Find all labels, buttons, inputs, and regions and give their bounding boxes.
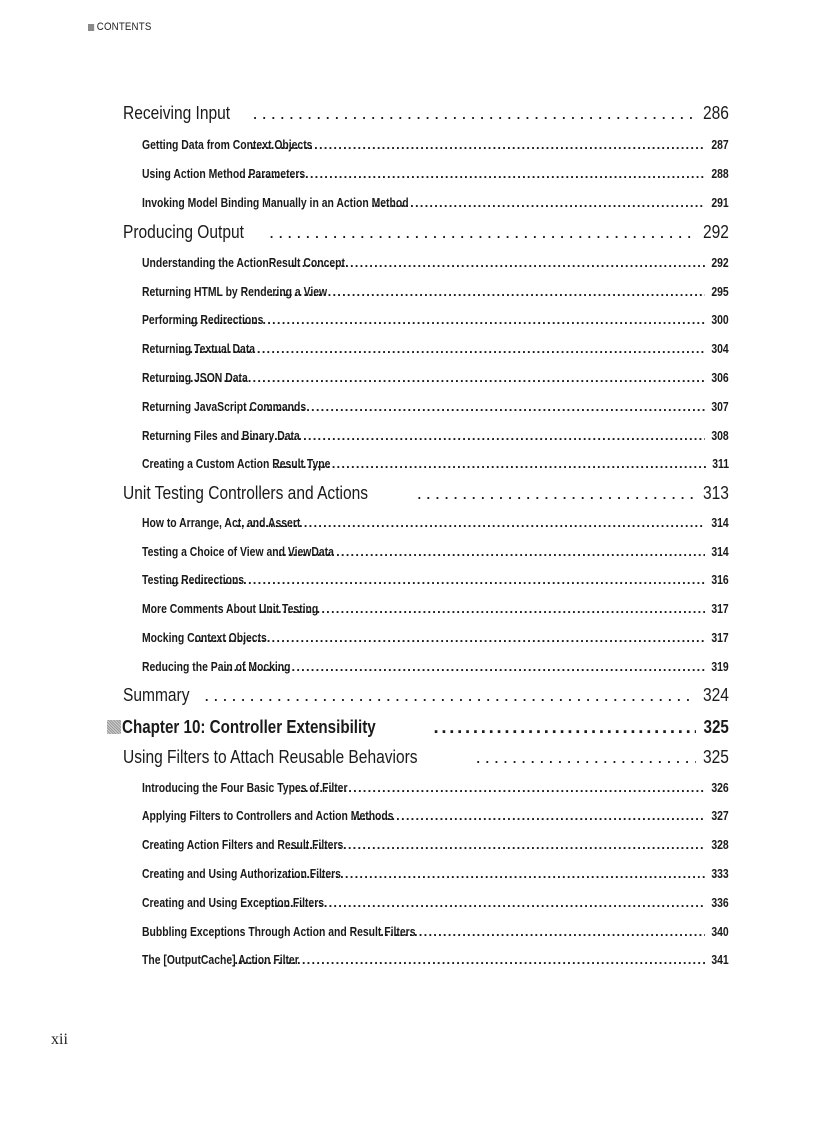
- toc-entry-title: Performing Redirections: [142, 312, 264, 327]
- toc-subsection-entry[interactable]: [142, 630, 729, 650]
- dot-leader: [433, 716, 696, 738]
- toc-entry-title: Returning Textual Data: [142, 341, 256, 356]
- dot-leader: [224, 659, 705, 674]
- toc-entry-title: Reducing the Pain of Mocking: [142, 659, 291, 674]
- dot-leader: [266, 895, 705, 910]
- toc-subsection-entry[interactable]: [142, 399, 729, 419]
- toc-entry-title: Creating a Custom Action Result Type: [142, 456, 331, 471]
- toc-entry-title: Testing a Choice of View and ViewData: [142, 544, 334, 559]
- toc-entry-page: 325: [703, 746, 729, 767]
- toc-entry-title: Applying Filters to Controllers and Action Methods: [142, 808, 394, 823]
- toc-entry-page: 307: [711, 399, 729, 414]
- running-header-label: CONTENTS: [96, 21, 152, 33]
- toc-entry-page: 319: [711, 659, 729, 674]
- toc-section-entry[interactable]: [123, 684, 729, 710]
- dot-leader: [278, 544, 705, 559]
- toc-entry-title: Testing Redirections: [142, 572, 245, 587]
- dot-leader: [234, 952, 705, 967]
- toc-section-entry[interactable]: [123, 482, 729, 508]
- toc-section-entry[interactable]: [123, 746, 729, 772]
- toc-subsection-entry[interactable]: [142, 284, 729, 304]
- toc-subsection-entry[interactable]: [142, 195, 729, 215]
- dot-leader: [292, 255, 705, 270]
- toc-entry-page: 333: [711, 866, 729, 881]
- toc-subsection-entry[interactable]: [142, 895, 729, 915]
- dot-leader: [259, 601, 706, 616]
- dot-leader: [242, 166, 705, 181]
- toc-subsection-entry[interactable]: [142, 255, 729, 275]
- toc-entry-title: Chapter 10: Controller Extensibility: [122, 716, 376, 737]
- toc-entry-page: 304: [711, 341, 729, 356]
- toc-subsection-entry[interactable]: [142, 370, 729, 390]
- toc-entry-page: 311: [712, 456, 729, 471]
- dot-leader: [204, 684, 696, 706]
- toc-entry-title: Returning HTML by Rendering a View: [142, 284, 328, 299]
- toc-entry-page: 288: [711, 166, 729, 181]
- toc-entry-title: Creating and Using Exception Filters: [142, 895, 325, 910]
- dot-leader: [290, 837, 705, 852]
- toc-subsection-entry[interactable]: [142, 952, 729, 972]
- toc-subsection-entry[interactable]: [142, 808, 729, 828]
- toc-entry-title: Returning JSON Data: [142, 370, 248, 385]
- toc-subsection-entry[interactable]: [142, 572, 729, 592]
- toc-entry-title: Creating and Using Authorization Filters: [142, 866, 341, 881]
- toc-entry-title: Returning Files and Binary Data: [142, 428, 300, 443]
- toc-entry-title: Returning JavaScript Commands: [142, 399, 307, 414]
- toc-entry-page: 292: [711, 255, 729, 270]
- toc-entry-page: 324: [703, 684, 729, 705]
- toc-entry-title: Introducing the Four Basic Types of Filter: [142, 780, 348, 795]
- toc-entry-page: 316: [711, 572, 729, 587]
- toc-entry-page: 292: [703, 221, 729, 242]
- header-square-icon: [88, 24, 94, 31]
- toc-entry-page: 313: [703, 482, 729, 503]
- dot-leader: [287, 866, 705, 881]
- toc-subsection-entry[interactable]: [142, 866, 729, 886]
- toc-entry-title: More Comments About Unit Testing: [142, 601, 319, 616]
- dot-leader: [171, 370, 706, 385]
- toc-subsection-entry[interactable]: [142, 659, 729, 679]
- dot-leader: [270, 284, 706, 299]
- toc-entry-page: 300: [711, 312, 729, 327]
- toc-subsection-entry[interactable]: [142, 341, 729, 361]
- dot-leader: [269, 221, 696, 243]
- toc-entry-title: Using Action Method Parameters: [142, 166, 306, 181]
- toc-entry-page: 295: [711, 284, 729, 299]
- toc-entry-page: 306: [711, 370, 729, 385]
- toc-entry-page: 326: [711, 780, 729, 795]
- toc-section-entry[interactable]: [123, 102, 729, 128]
- dot-leader: [236, 428, 706, 443]
- dot-leader: [166, 572, 705, 587]
- dot-leader: [274, 456, 706, 471]
- dot-leader: [417, 482, 696, 504]
- dot-leader: [251, 137, 705, 152]
- toc-subsection-entry[interactable]: [142, 924, 729, 944]
- toc-entry-page: 287: [711, 137, 729, 152]
- toc-entry-title: Creating Action Filters and Result Filters: [142, 837, 344, 852]
- toc-entry-title: Getting Data from Context Objects: [142, 137, 313, 152]
- chapter-square-icon: [107, 720, 121, 734]
- toc-entry-page: 336: [711, 895, 729, 910]
- dot-leader: [353, 808, 706, 823]
- toc-entry-page: 308: [711, 428, 729, 443]
- toc-entry-title: The [OutputCache] Action Filter: [142, 952, 299, 967]
- toc-entry-title: Receiving Input: [123, 102, 231, 123]
- toc-entry-page: 328: [711, 837, 729, 852]
- dot-leader: [180, 341, 706, 356]
- toc-chapter-entry[interactable]: [107, 714, 729, 740]
- toc-subsection-entry[interactable]: [142, 312, 729, 332]
- toc-subsection-entry[interactable]: [142, 137, 729, 157]
- toc-entry-page: 291: [711, 195, 729, 210]
- toc-entry-page: 286: [703, 102, 729, 123]
- toc-entry-page: 314: [711, 515, 729, 530]
- toc-entry-page: 341: [711, 952, 729, 967]
- toc-subsection-entry[interactable]: [142, 515, 729, 535]
- toc-entry-title: Summary: [123, 684, 190, 705]
- toc-section-entry[interactable]: [123, 221, 729, 247]
- toc-subsection-entry[interactable]: [142, 601, 729, 621]
- toc-subsection-entry[interactable]: [142, 456, 729, 476]
- dot-leader: [295, 780, 705, 795]
- page-number: xii: [51, 1031, 68, 1048]
- toc-entry-title: Producing Output: [123, 221, 244, 242]
- toc-subsection-entry[interactable]: [142, 544, 729, 564]
- dot-leader: [236, 515, 705, 530]
- toc-entry-title: How to Arrange, Act, and Assert: [142, 515, 301, 530]
- toc-entry-page: 325: [703, 716, 729, 737]
- toc-entry-title: Understanding the ActionResult Concept: [142, 255, 345, 270]
- toc-entry-page: 327: [711, 808, 729, 823]
- toc-entry-page: 314: [711, 544, 729, 559]
- running-header: [88, 21, 151, 33]
- dot-leader: [372, 195, 706, 210]
- toc-entry-page: 317: [711, 601, 729, 616]
- toc-subsection-entry[interactable]: [142, 428, 729, 448]
- dot-leader: [380, 924, 705, 939]
- toc-subsection-entry[interactable]: [142, 780, 729, 800]
- dot-leader: [476, 746, 696, 768]
- toc-subsection-entry[interactable]: [142, 837, 729, 857]
- toc-entry-page: 317: [711, 630, 729, 645]
- dot-leader: [244, 399, 706, 414]
- toc-entry-title: Bubbling Exceptions Through Action and Result Filters: [142, 924, 416, 939]
- dot-leader: [194, 630, 705, 645]
- dot-leader: [253, 102, 697, 124]
- toc-entry-page: 340: [711, 924, 729, 939]
- toc-entry-title: Unit Testing Controllers and Actions: [123, 482, 369, 503]
- toc-subsection-entry[interactable]: [142, 166, 729, 186]
- toc-entry-title: Invoking Model Binding Manually in an Action Method: [142, 195, 409, 210]
- dot-leader: [190, 312, 705, 327]
- toc-entry-title: Mocking Context Objects: [142, 630, 267, 645]
- toc-entry-title: Using Filters to Attach Reusable Behaviors: [123, 746, 418, 767]
